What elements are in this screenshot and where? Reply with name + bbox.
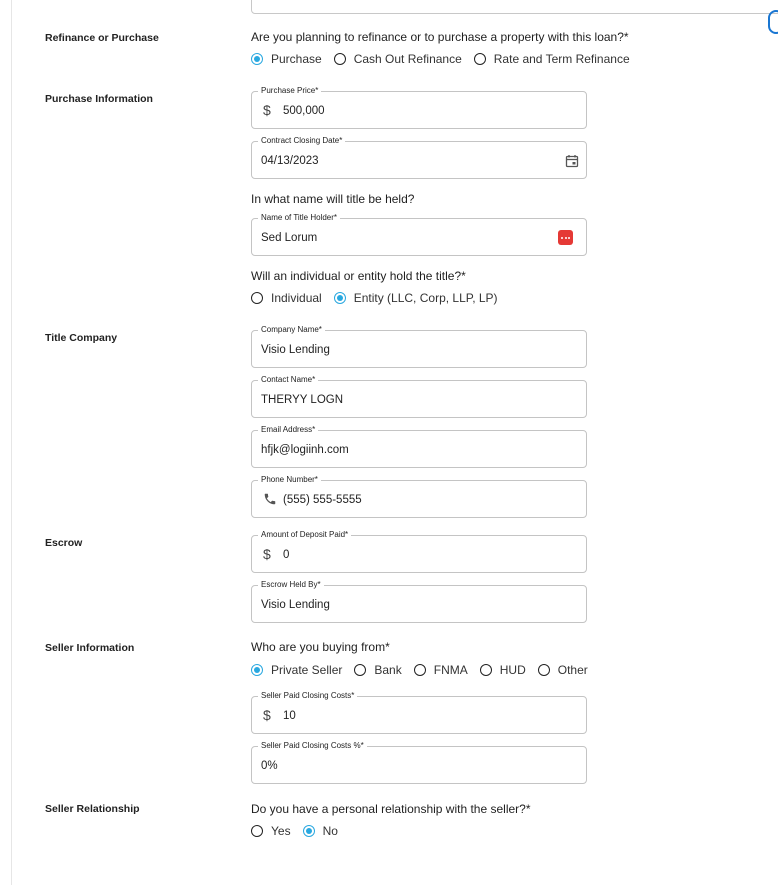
page-left-border [11, 0, 12, 885]
password-manager-icon[interactable] [558, 230, 573, 245]
seller-type-question: Who are you buying from* [251, 640, 390, 654]
purchase-price-field[interactable] [251, 86, 587, 129]
radio-label: Rate and Term Refinance [493, 52, 630, 66]
company-name-input[interactable]: Visio Lending [261, 344, 330, 356]
seller-paid-closing-costs-pct-input[interactable]: 0% [261, 760, 278, 772]
radio-label: Individual [271, 291, 322, 305]
previous-field-partial[interactable] [251, 0, 778, 14]
deposit-amount-input[interactable]: 0 [283, 549, 290, 561]
dollar-icon: $ [263, 102, 271, 118]
seller-relationship-radio-group [251, 822, 350, 840]
radio-label: Purchase [271, 52, 322, 66]
radio-other[interactable] [538, 663, 588, 677]
title-holder-type-radio-group [251, 289, 510, 307]
seller-type-radio-group [251, 661, 600, 679]
radio-selected-icon [251, 53, 263, 65]
seller-paid-closing-costs-pct-field[interactable] [251, 741, 587, 784]
section-label-seller-information: Seller Information [45, 642, 135, 654]
contract-closing-date-field[interactable] [251, 136, 587, 179]
purchase-price-input[interactable]: 500,000 [283, 105, 325, 117]
radio-bank[interactable] [354, 663, 401, 677]
escrow-held-by-field[interactable] [251, 580, 587, 623]
radio-yes[interactable] [251, 824, 291, 838]
calendar-icon[interactable] [565, 154, 579, 168]
section-label-escrow: Escrow [45, 537, 83, 549]
field-label: Contract Closing Date* [258, 136, 345, 146]
email-address-field[interactable] [251, 425, 587, 468]
seller-paid-closing-costs-input[interactable]: 10 [283, 710, 296, 722]
contract-closing-date-input[interactable]: 04/13/2023 [261, 155, 319, 167]
section-label-seller-relationship: Seller Relationship [45, 803, 140, 815]
title-holder-type-question: Will an individual or entity hold the title?* [251, 269, 466, 283]
radio-purchase[interactable] [251, 52, 322, 66]
field-label: Phone Number* [258, 475, 321, 485]
title-holder-name-field[interactable] [251, 213, 587, 256]
escrow-held-by-input[interactable]: Visio Lending [261, 599, 330, 611]
phone-icon [263, 492, 277, 506]
radio-unselected-icon [354, 664, 366, 676]
dollar-icon: $ [263, 546, 271, 562]
seller-paid-closing-costs-field[interactable] [251, 691, 587, 734]
phone-number-input[interactable]: (555) 555-5555 [283, 494, 362, 506]
radio-unselected-icon [251, 292, 263, 304]
field-label: Seller Paid Closing Costs %* [258, 741, 367, 751]
company-name-field[interactable] [251, 325, 587, 368]
radio-label: Yes [271, 824, 291, 838]
radio-unselected-icon [251, 825, 263, 837]
radio-no[interactable] [303, 824, 338, 838]
seller-relationship-question: Do you have a personal relationship with the seller?* [251, 802, 531, 816]
radio-label: No [322, 824, 338, 838]
deposit-amount-field[interactable] [251, 530, 587, 573]
dollar-icon: $ [263, 707, 271, 723]
loan-purpose-radio-group [251, 50, 642, 68]
radio-selected-icon [334, 292, 346, 304]
field-label: Amount of Deposit Paid* [258, 530, 351, 540]
radio-label: Bank [374, 663, 402, 677]
field-label: Company Name* [258, 325, 325, 335]
radio-label: FNMA [433, 663, 468, 677]
contact-name-input[interactable]: THERYY LOGN [261, 394, 344, 406]
contact-name-field[interactable] [251, 375, 587, 418]
email-address-input[interactable]: hfjk@logiinh.com [261, 444, 349, 456]
radio-unselected-icon [414, 664, 426, 676]
field-label: Purchase Price* [258, 86, 321, 96]
loan-purpose-question: Are you planning to refinance or to purchase a property with this loan?* [251, 30, 629, 44]
radio-label: Private Seller [271, 663, 343, 677]
radio-selected-icon [251, 664, 263, 676]
radio-unselected-icon [480, 664, 492, 676]
radio-unselected-icon [334, 53, 346, 65]
radio-private-seller[interactable] [251, 663, 342, 677]
radio-selected-icon [303, 825, 315, 837]
radio-rate-and-term-refinance[interactable] [474, 52, 630, 66]
field-label: Contact Name* [258, 375, 318, 385]
radio-unselected-icon [474, 53, 486, 65]
radio-label: Other [557, 663, 588, 677]
help-icon-partial[interactable] [768, 10, 778, 34]
phone-number-field[interactable] [251, 475, 587, 518]
radio-hud[interactable] [480, 663, 526, 677]
field-label: Name of Title Holder* [258, 213, 340, 223]
section-label-purchase-information: Purchase Information [45, 93, 153, 105]
title-holder-name-input[interactable]: Sed Lorum [261, 232, 318, 244]
radio-unselected-icon [538, 664, 550, 676]
field-label: Seller Paid Closing Costs* [258, 691, 357, 701]
radio-fnma[interactable] [414, 663, 468, 677]
radio-label: Entity (LLC, Corp, LLP, LP) [353, 291, 498, 305]
radio-individual[interactable] [251, 291, 322, 305]
field-label: Escrow Held By* [258, 580, 324, 590]
section-label-refinance-or-purchase: Refinance or Purchase [45, 32, 159, 44]
radio-entity[interactable] [334, 291, 498, 305]
section-label-title-company: Title Company [45, 332, 118, 344]
radio-label: Cash Out Refinance [353, 52, 462, 66]
radio-cash-out-refinance[interactable] [334, 52, 462, 66]
radio-label: HUD [499, 663, 526, 677]
title-name-question: In what name will title be held? [251, 192, 415, 206]
field-label: Email Address* [258, 425, 318, 435]
